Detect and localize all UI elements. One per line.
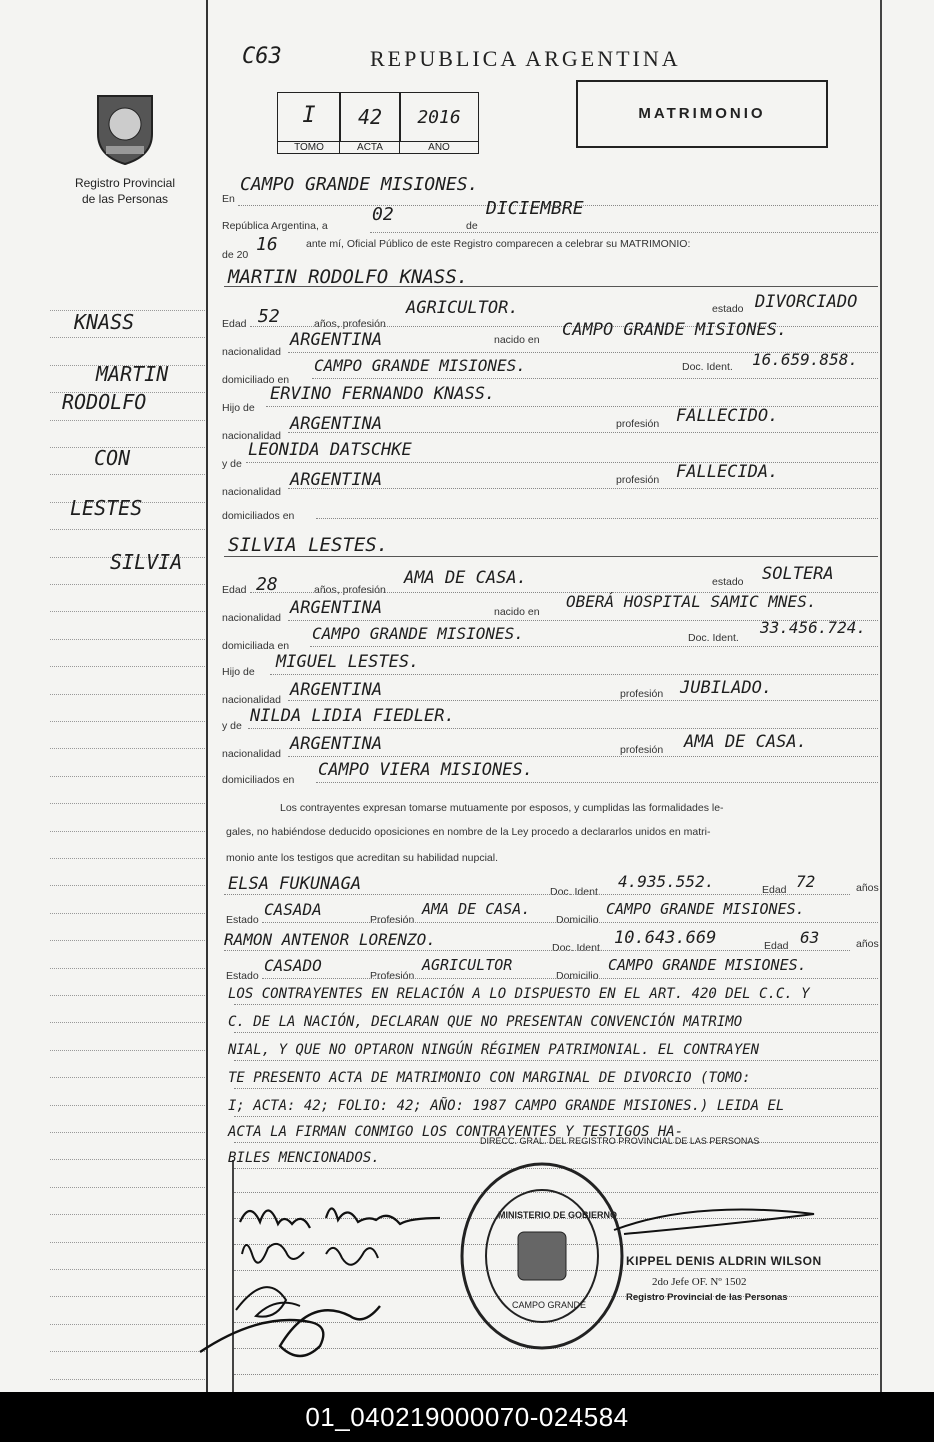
margin-rule-line xyxy=(50,1242,205,1243)
margin-note-first-name-bride: SILVIA xyxy=(110,550,183,574)
bride-name: SILVIA LESTES. xyxy=(228,534,389,556)
year-prefix: de 20 xyxy=(222,249,249,261)
groom-mother-nac-label: nacionalidad xyxy=(222,486,281,498)
groom-name: MARTIN RODOLFO KNASS. xyxy=(228,266,469,288)
bride-edad-label: Edad xyxy=(222,584,247,596)
bride-domicile: CAMPO GRANDE MISIONES. xyxy=(312,624,524,643)
groom-mother-prof-label: profesión xyxy=(616,474,660,486)
acta-value: 42 xyxy=(357,105,383,129)
margin-rule-line xyxy=(50,940,205,941)
bride-mother-nationality: ARGENTINA xyxy=(290,734,383,754)
witness1-doc-label: Doc. Ident. xyxy=(550,886,601,898)
note-line: NIAL, Y QUE NO OPTARON NINGÚN RÉGIMEN PATRIMONIAL. EL CONTRAYEN xyxy=(228,1042,760,1058)
margin-rule-line xyxy=(50,1214,205,1215)
bride-mother-nac-label: nacionalidad xyxy=(222,748,281,760)
officer-text: ante mí, Oficial Público de este Registro comparecen a celebrar su MATRIMONIO: xyxy=(306,238,691,250)
bride-yde-label: y de xyxy=(222,720,242,732)
margin-rule-line xyxy=(50,337,205,338)
groom-dom-label: domiciliado en xyxy=(222,374,290,386)
groom-age: 52 xyxy=(258,306,280,327)
document-id-footer: 01_040219000070-024584 xyxy=(0,1392,934,1442)
signatures-icon xyxy=(196,1192,486,1382)
margin-rule-line xyxy=(50,858,205,859)
bride-father-prof-label: profesión xyxy=(620,688,664,700)
tomo-label: TOMO xyxy=(278,141,340,153)
margin-rule-line xyxy=(50,1105,205,1106)
official-title: 2do Jefe OF. Nº 1502 xyxy=(652,1276,747,1288)
margin-rule-line xyxy=(50,1187,205,1188)
intro-day: 02 xyxy=(372,204,394,225)
ano-value: 2016 xyxy=(417,107,461,128)
intro-place: CAMPO GRANDE MISIONES. xyxy=(240,174,479,195)
margin-rule-line xyxy=(50,885,205,886)
bride-nationality: ARGENTINA xyxy=(290,598,383,618)
margin-rule-line xyxy=(50,474,205,475)
witness2-estado: CASADO xyxy=(264,956,322,975)
margin-rule-line xyxy=(50,913,205,914)
groom-father-prof-label: profesión xyxy=(616,418,660,430)
bride-father-nac-label: nacionalidad xyxy=(222,694,281,706)
witness2-estado-label: Estado xyxy=(226,970,259,982)
official-signature-icon xyxy=(610,1200,870,1260)
groom-nacido-label: nacido en xyxy=(494,334,540,346)
bride-father-profession: JUBILADO. xyxy=(680,678,773,698)
registry-line2: de las Personas xyxy=(81,192,169,206)
tomo-cell xyxy=(277,92,341,154)
margin-rule-line xyxy=(50,1351,205,1352)
margin-rule-line xyxy=(50,1077,205,1078)
ano-label: AÑO xyxy=(400,141,478,153)
stamp-ring-text: DIRECC. GRAL. DEL REGISTRO PROVINCIAL DE LAS PERSONAS xyxy=(480,1136,760,1146)
margin-divider xyxy=(206,0,208,1392)
groom-doc-label: Doc. Ident. xyxy=(682,361,733,373)
witness2-age: 63 xyxy=(800,928,820,947)
margin-rule-line xyxy=(50,995,205,996)
margin-note-middle-name-groom: RODOLFO xyxy=(62,390,147,414)
margin-rule-line xyxy=(50,1132,205,1133)
witness1-doc: 4.935.552. xyxy=(618,872,715,891)
groom-parents-dom-label: domiciliados en xyxy=(222,510,295,522)
witness1-edad-label: Edad xyxy=(762,884,787,896)
note-line: BILES MENCIONADOS. xyxy=(228,1150,380,1166)
registry-stamp-icon xyxy=(458,1160,626,1352)
groom-father-profession: FALLECIDO. xyxy=(676,406,779,426)
witness2-dom-label: Domicilio xyxy=(556,970,599,982)
stamp-bottom-text: CAMPO GRANDE xyxy=(512,1300,587,1310)
groom-father-nationality: ARGENTINA xyxy=(290,414,383,434)
right-edge-line xyxy=(880,0,882,1392)
margin-rule-line xyxy=(50,694,205,695)
declaration-line3: monio ante los testigos que acreditan su habilidad nupcial. xyxy=(226,852,499,864)
groom-doc: 16.659.858. xyxy=(752,350,858,369)
margin-rule-line xyxy=(50,721,205,722)
groom-mother-nationality: ARGENTINA xyxy=(290,470,383,490)
witness2-doc: 10.643.669 xyxy=(614,928,717,948)
bride-doc-label: Doc. Ident. xyxy=(688,632,739,644)
bride-estado: SOLTERA xyxy=(762,564,834,584)
record-type-box xyxy=(576,80,828,148)
intro-month: DICIEMBRE xyxy=(486,198,584,219)
bride-parents-dom-label: domiciliados en xyxy=(222,774,295,786)
groom-domicile: CAMPO GRANDE MISIONES. xyxy=(314,356,526,375)
groom-edad-label: Edad xyxy=(222,318,247,330)
note-line: I; ACTA: 42; FOLIO: 42; AÑO: 1987 CAMPO GRANDE MISIONES.) LEIDA EL xyxy=(228,1098,785,1114)
groom-profession: AGRICULTOR. xyxy=(406,298,519,318)
de-label: de xyxy=(466,220,478,232)
registry-line1: Registro Provincial xyxy=(74,176,176,190)
margin-rule-line xyxy=(50,1379,205,1380)
witness2-prof-label: Profesión xyxy=(370,970,415,982)
country-title: REPUBLICA ARGENTINA xyxy=(370,46,681,71)
witness1-name: ELSA FUKUNAGA xyxy=(228,874,362,894)
witness1-anos-label: años xyxy=(856,882,879,894)
witness2-edad-label: Edad xyxy=(764,940,789,952)
groom-nationality: ARGENTINA xyxy=(290,330,383,350)
official-name: KIPPEL DENIS ALDRIN WILSON xyxy=(626,1254,822,1268)
witness2-domicile: CAMPO GRANDE MISIONES. xyxy=(608,956,807,974)
note-line: ACTA LA FIRMAN CONMIGO LOS CONTRAYENTES Y TESTIGOS HA- xyxy=(228,1124,684,1140)
bride-age: 28 xyxy=(256,574,278,595)
bride-mother-profession: AMA DE CASA. xyxy=(684,732,807,752)
official-office: Registro Provincial de las Personas xyxy=(626,1292,788,1303)
margin-rule-line xyxy=(50,1324,205,1325)
bride-profession: AMA DE CASA. xyxy=(404,568,527,588)
note-line: C. DE LA NACIÓN, DECLARAN QUE NO PRESENTAN CONVENCIÓN MATRIMO xyxy=(228,1014,743,1030)
provincial-emblem-icon xyxy=(92,90,158,166)
bride-birthplace: OBERÁ HOSPITAL SAMIC MNES. xyxy=(566,592,817,611)
bride-doc: 33.456.724. xyxy=(760,618,866,637)
bride-hijo-label: Hijo de xyxy=(222,666,255,678)
groom-nac-label: nacionalidad xyxy=(222,346,281,358)
margin-rule-line xyxy=(50,420,205,421)
margin-note-surname-bride: LESTES xyxy=(70,496,143,520)
margin-rule-line xyxy=(50,803,205,804)
ruled-line xyxy=(234,1088,878,1089)
margin-rule-line xyxy=(50,1269,205,1270)
groom-estado: DIVORCIADO xyxy=(755,292,858,312)
witness2-anos-label: años xyxy=(856,938,879,950)
margin-rule-line xyxy=(50,611,205,612)
bride-mother: NILDA LIDIA FIEDLER. xyxy=(250,706,455,726)
bride-father-nationality: ARGENTINA xyxy=(290,680,383,700)
groom-anos-label: años, profesión xyxy=(314,318,386,330)
groom-mother: LEONIDA DATSCHKE xyxy=(248,440,412,460)
margin-rule-line xyxy=(50,968,205,969)
witness2-doc-label: Doc. Ident. xyxy=(552,942,603,954)
stamp-inner-text: MINISTERIO DE GOBIERNO xyxy=(498,1210,618,1220)
witness1-prof-label: Profesión xyxy=(370,914,415,926)
bride-nac-label: nacionalidad xyxy=(222,612,281,624)
ruled-line xyxy=(234,1032,878,1033)
margin-rule-line xyxy=(50,1296,205,1297)
margin-rule-line xyxy=(50,1050,205,1051)
margin-note-surname-groom: KNASS xyxy=(74,310,135,334)
note-line: LOS CONTRAYENTES EN RELACIÓN A LO DISPUESTO EN EL ART. 420 DEL C.C. Y xyxy=(228,986,810,1002)
bride-estado-label: estado xyxy=(712,576,744,588)
groom-father: ERVINO FERNANDO KNASS. xyxy=(270,384,496,404)
margin-rule-line xyxy=(50,584,205,585)
witness1-age: 72 xyxy=(796,872,816,891)
groom-hijo-label: Hijo de xyxy=(222,402,255,414)
margin-note-first-name-groom: MARTIN xyxy=(96,362,169,386)
groom-estado-label: estado xyxy=(712,303,744,315)
groom-birthplace: CAMPO GRANDE MISIONES. xyxy=(562,320,788,340)
en-label: En xyxy=(222,193,235,205)
groom-father-nac-label: nacionalidad xyxy=(222,430,281,442)
witness2-name: RAMON ANTENOR LORENZO. xyxy=(224,930,436,949)
margin-rule-line xyxy=(50,1022,205,1023)
note-line: TE PRESENTO ACTA DE MATRIMONIO CON MARGINAL DE DIVORCIO (TOMO: xyxy=(228,1070,751,1086)
bride-dom-label: domiciliada en xyxy=(222,640,290,652)
declaration-line2: gales, no habiéndose deducido oposiciones en nombre de la Ley procedo a declararlos unidos en matri- xyxy=(226,826,711,838)
declaration-line1: Los contrayentes expresan tomarse mutuamente por esposos, y cumplidas las formalidades le- xyxy=(280,802,724,814)
margin-rule-line xyxy=(50,639,205,640)
republica-label: República Argentina, a xyxy=(222,220,328,232)
ruled-line xyxy=(234,1060,878,1061)
margin-rule-line xyxy=(50,666,205,667)
margin-rule-line xyxy=(50,831,205,832)
witness1-dom-label: Domicilio xyxy=(556,914,599,926)
acta-cell xyxy=(339,92,401,154)
margin-rule-line xyxy=(50,529,205,530)
witness1-estado: CASADA xyxy=(264,900,322,919)
margin-note-con: CON xyxy=(94,446,131,470)
bride-mother-prof-label: profesión xyxy=(620,744,664,756)
tomo-value: I xyxy=(302,103,316,128)
witness1-domicile: CAMPO GRANDE MISIONES. xyxy=(606,900,805,918)
intro-year: 16 xyxy=(256,234,278,255)
record-type: MATRIMONIO xyxy=(638,105,766,122)
groom-mother-profession: FALLECIDA. xyxy=(676,462,779,482)
margin-rule-line xyxy=(50,1159,205,1160)
corner-number: C63 xyxy=(242,44,282,69)
margin-rule-line xyxy=(50,748,205,749)
ruled-line xyxy=(234,1004,878,1005)
ano-cell xyxy=(399,92,479,154)
groom-yde-label: y de xyxy=(222,458,242,470)
ruled-line xyxy=(234,1116,878,1117)
witness2-profession: AGRICULTOR xyxy=(422,956,513,974)
margin-rule-line xyxy=(50,776,205,777)
bride-father: MIGUEL LESTES. xyxy=(276,652,420,672)
bride-anos-label: años, profesión xyxy=(314,584,386,596)
bride-parents-domicile: CAMPO VIERA MISIONES. xyxy=(318,760,533,780)
acta-label: ACTA xyxy=(340,141,400,153)
witness1-estado-label: Estado xyxy=(226,914,259,926)
witness1-profession: AMA DE CASA. xyxy=(422,900,531,918)
bride-nacido-label: nacido en xyxy=(494,606,540,618)
